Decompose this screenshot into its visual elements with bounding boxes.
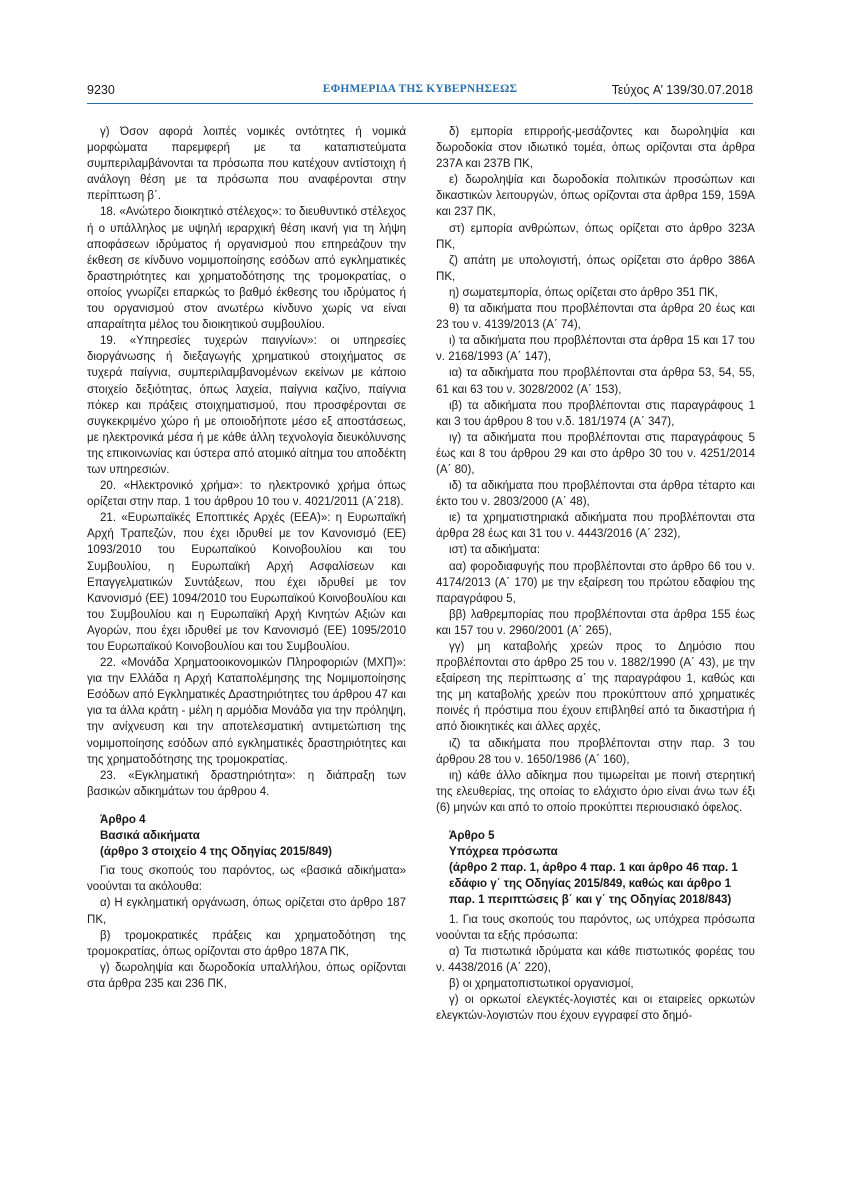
list-item: ιβ) τα αδικήματα που προβλέπονται στις παραγράφους 1 και 3 του άρθρου 8 του ν.δ. 181/1974 (Α΄ 347), <box>436 399 755 428</box>
header-divider <box>87 103 753 104</box>
article-4-title: Βασικά αδικήματα <box>100 830 200 843</box>
definition-18: 18. «Ανώτερο διοικητικό στέλεχος»: το διευθυντικό στέλεχος ή ο υπάλληλος με υψηλή ιεραρχική θέση ικανή για τη λήψη αποφάσεων ιδρύματος ή οργανισμού που επηρεάζουν την έκθεση σε κίνδυνο νομιμοποίησης εσόδων από εγκληματικές δραστηριότητες και χρηματοδότησης της τρομοκρατίας, ο οποίος γνωρίζει επαρκώς το βαθμό έκθεσης του ιδρύματος ή του οργανισμού στον ανωτέρω κίνδυνο χωρίς να είναι απαραίτητα μέλος του διοικητικού συμβουλίου. <box>87 206 406 332</box>
list-item: ιη) κάθε άλλο αδίκημα που τιμωρείται με ποινή στερητική της ελευθερίας, της οποίας το ελάχιστο όριο είναι άνω των έξι (6) μηνών και από το οποίο προκύπτει περιουσιακό όφελος. <box>436 769 755 814</box>
list-item: β) οι χρηματοπιστωτικοί οργανισμοί, <box>449 977 634 990</box>
article-4-source: (άρθρο 3 στοιχείο 4 της Οδηγίας 2015/849) <box>100 846 332 859</box>
definition-23: 23. «Εγκληματική δραστηριότητα»: η διάπραξη των βασικών αδικημάτων του άρθρου 4. <box>87 769 406 798</box>
list-item: η) σωματεμπορία, όπως ορίζεται στο άρθρο 351 ΠΚ, <box>449 286 718 299</box>
paragraph: 1. Για τους σκοπούς του παρόντος, ως υπόχρεα πρόσωπα νοούνται τα εξής πρόσωπα: <box>436 913 755 942</box>
page-number: 9230 <box>87 83 115 97</box>
list-item: ιδ) τα αδικήματα που προβλέπονται στα άρθρα τέταρτο και έκτο του ν. 2803/2000 (Α΄ 48), <box>436 480 755 509</box>
list-item: ι) τα αδικήματα που προβλέπονται στα άρθρα 15 και 17 του ν. 2168/1993 (Α΄ 147), <box>436 335 755 364</box>
article-4-label: Άρθρο 4 <box>100 813 146 826</box>
list-item: δ) εμπορία επιρροής-μεσάζοντες και δωροληψία και δωροδοκία στον ιδιωτικό τομέα, όπως ορίζονται στα άρθρα 237Α και 237Β ΠΚ, <box>436 126 755 171</box>
right-column <box>436 124 755 1024</box>
list-item: ιστ) τα αδικήματα: <box>449 544 541 557</box>
article-5-label: Άρθρο 5 <box>449 830 495 843</box>
sub-list-item: αα) φοροδιαφυγής που προβλέπονται στο άρθρο 66 του ν. 4174/2013 (Α΄ 170) με την εξαίρεση του πρώτου εδαφίου της παραγράφου 5, <box>436 560 755 605</box>
article-5-title: Υπόχρεα πρόσωπα <box>449 846 558 859</box>
gazette-title: ΕΦΗΜΕΡΙΔΑ ΤΗΣ ΚΥΒΕΡΝΗΣΕΩΣ <box>322 83 518 95</box>
list-item: β) τρομοκρατικές πράξεις και χρηματοδότηση της τρομοκρατίας, όπως ορίζονται στο άρθρο 187Α ΠΚ, <box>87 929 406 958</box>
list-item: ε) δωροληψία και δωροδοκία πολιτικών προσώπων και δικαστικών λειτουργών, όπως ορίζονται στα άρθρα 159, 159Α και 237 ΠΚ, <box>436 174 755 219</box>
definition-22: 22. «Μονάδα Χρηματοοικονομικών Πληροφοριών (ΜΧΠ)»: για την Ελλάδα η Αρχή Καταπολέμησης της Νομιμοποίησης Εσόδων από Εγκληματικές Δραστηριότητες του άρθρου 47 και για τα άλλα κράτη - μέλη η αρμόδια Μονάδα για την πρόληψη, την ανίχνευση και την αποτελεσματική αντιμετώπιση της νομιμοποίησης εσόδων από εγκληματικές δραστηριότητες και της χρηματοδότησης της τρομοκρατίας. <box>87 657 406 766</box>
list-item: ιζ) τα αδικήματα που προβλέπονται στην παρ. 3 του άρθρου 28 του ν. 1650/1986 (Α΄ 160), <box>436 737 755 766</box>
article-5-heading <box>449 828 755 908</box>
list-item: ιε) τα χρηματιστηριακά αδικήματα που προβλέπονται στα άρθρα 28 έως και 31 του ν. 4443/2016 (Α΄ 232), <box>436 512 755 541</box>
list-item: ζ) απάτη με υπολογιστή, όπως ορίζεται στο άρθρο 386Α ΠΚ, <box>436 254 755 283</box>
list-item: α) Η εγκληματική οργάνωση, όπως ορίζεται στο άρθρο 187 ΠΚ, <box>87 897 406 926</box>
sub-list-item: ββ) λαθρεμπορίας που προβλέπονται στα άρθρα 155 έως και 157 του ν. 2960/2001 (Α΄ 265), <box>436 608 755 637</box>
paragraph: Για τους σκοπούς του παρόντος, ως «βασικά αδικήματα» νοούνται τα ακόλουθα: <box>87 865 406 894</box>
list-item: στ) εμπορία ανθρώπων, όπως ορίζεται στο άρθρο 323Α ΠΚ, <box>436 222 755 251</box>
article-4-heading <box>100 812 406 860</box>
paragraph: γ) Όσον αφορά λοιπές νομικές οντότητες ή νομικά μορφώματα παρεμφερή με τα καταπιστεύματα συμπεριλαμβάνονται τα πρόσωπα που κατέχουν αντίστοιχη ή ανάλογη θέση με τα πρόσωπα που αναφέρονται στην περίπτωση β΄. <box>87 126 406 203</box>
article-5-source: (άρθρο 2 παρ. 1, άρθρο 4 παρ. 1 και άρθρο 46 παρ. 1 εδάφιο γ΄ της Οδηγίας 2015/849, καθώς και άρθρο 1 παρ. 1 περιπτώσεις β΄ και γ΄ της Οδηγίας 2018/843) <box>449 862 738 907</box>
page-header <box>87 83 753 103</box>
definition-21: 21. «Ευρωπαϊκές Εποπτικές Αρχές (ΕΕΑ)»: η Ευρωπαϊκή Αρχή Τραπεζών, που έχει ιδρυθεί με τον Κανονισμό (ΕΕ) 1093/2010 του Ευρωπαϊκού Κοινοβουλίου και του Συμβουλίου, η Ευρωπαϊκή Αρχή Ασφαλίσεων και Επαγγελματικών Συντάξεων, που έχει ιδρυθεί με τον Κανονισμό (ΕΕ) 1094/2010 του Ευρωπαϊκού Κοινοβουλίου και του Συμβουλίου και η Ευρωπαϊκή Αρχή Κινητών Αξιών και Αγορών, που έχει ιδρυθεί με τον Κανονισμό (ΕΕ) 1095/2010 του Ευρωπαϊκού Κοινοβουλίου και του Συμβουλίου. <box>87 512 406 653</box>
list-item: θ) τα αδικήματα που προβλέπονται στα άρθρα 20 έως και 23 του ν. 4139/2013 (Α΄ 74), <box>436 303 755 332</box>
list-item: γ) δωροληψία και δωροδοκία υπαλλήλου, όπως ορίζονται στα άρθρα 235 και 236 ΠΚ, <box>87 961 406 990</box>
left-column <box>87 124 406 992</box>
list-item: α) Τα πιστωτικά ιδρύματα και κάθε πιστωτικός φορέας του ν. 4438/2016 (Α΄ 220), <box>436 945 755 974</box>
list-item: ια) τα αδικήματα που προβλέπονται στα άρθρα 53, 54, 55, 61 και 63 του ν. 3028/2002 (Α΄ 153), <box>436 367 755 396</box>
list-item: ιγ) τα αδικήματα που προβλέπονται στις παραγράφους 5 έως και 8 του άρθρου 29 και στο άρθρο 30 του ν. 4251/2014 (Α΄ 80), <box>436 431 755 476</box>
definition-20: 20. «Ηλεκτρονικό χρήμα»: το ηλεκτρονικό χρήμα όπως ορίζεται στην παρ. 1 του άρθρου 10 του ν. 4021/2011 (Α΄218). <box>87 480 406 509</box>
issue-info: Τεύχος A’ 139/30.07.2018 <box>611 83 753 97</box>
definition-19: 19. «Υπηρεσίες τυχερών παιγνίων»: οι υπηρεσίες διοργάνωσης ή διεξαγωγής χρηματικού στοιχήματος σε τυχερά παίγνια, συμπεριλαμβανομένων εκείνων με κάποιο στοιχείο δεξιότητας, όπως λαχεία, παίγνια καζίνο, παίγνια πόκερ και πράξεις στοιχηματισμού, που προσφέρονται σε συγκεκριμένο χώρο ή με οποιοδήποτε μέσο εξ αποστάσεως, με ηλεκτρονικά μέσα ή με κάθε άλλη τεχνολογία διευκόλυνσης της επικοινωνίας και ύστερα από ατομικό αίτημα του αποδέκτη των υπηρεσιών. <box>87 335 406 476</box>
sub-list-item: γγ) μη καταβολής χρεών προς το Δημόσιο που προβλέπονται στο άρθρο 25 του ν. 1882/1990 (Α΄ 43), με την εξαίρεση της περίπτωσης α΄ της παραγράφου 1, καθώς και της μη καταβολής χρεών που προκύπτουν από χρηματικές ποινές ή πρόστιμα που έχουν επιβληθεί από τα δικαστήρια ή από διοικητικές και άλλες αρχές, <box>436 641 755 734</box>
list-item: γ) οι ορκωτοί ελεγκτές-λογιστές και οι εταιρείες ορκωτών ελεγκτών-λογιστών που έχουν εγγραφεί στο δημό- <box>436 993 755 1023</box>
